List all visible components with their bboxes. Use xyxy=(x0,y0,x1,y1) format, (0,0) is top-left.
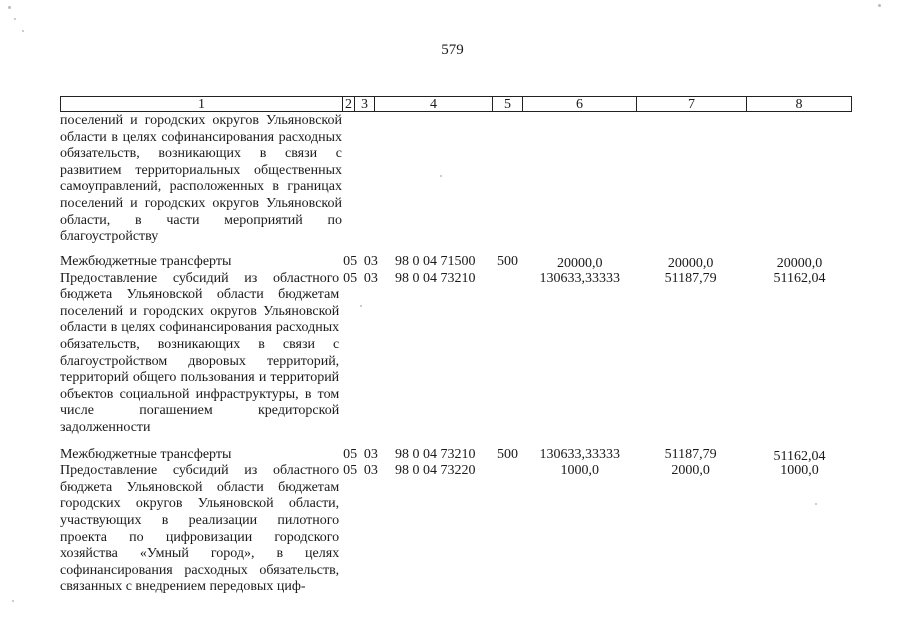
header-col-7: 7 xyxy=(637,97,747,111)
cell-amount-7: 2000,0 xyxy=(671,463,710,479)
cell-amount-8: 51162,04 xyxy=(773,270,826,286)
cell-section: 05 xyxy=(343,446,358,462)
page-number: 579 xyxy=(441,42,464,58)
cell-amount-6: 1000,0 xyxy=(560,463,600,479)
cell-section: 05 xyxy=(343,463,358,479)
row-description: Межбюджетные трансферты xyxy=(60,446,232,462)
scan-speck xyxy=(815,503,817,505)
cell-section: 05 xyxy=(343,254,358,269)
scan-speck xyxy=(22,30,24,32)
header-col-8: 8 xyxy=(795,97,803,112)
cell-subsection: 03 xyxy=(363,254,378,269)
table-row xyxy=(60,113,852,254)
row-description: Предоставление субсидий из областного бюджета Ульяновской области бюджетам поселений и городских округов Ульяновской области в целях софинансирования расходных обязательств, возникающих в связи с благоустройством дворовых территорий, территорий общего пользования и территорий объектов социальной инфраструктуры, в том числе погашением кредиторской задолженности xyxy=(60,270,340,435)
table-row xyxy=(60,271,852,447)
cell-amount-8: 20000,0 xyxy=(776,256,823,271)
row-description: поселений и городских округов Ульяновской области в целях софинансирования расходных обязательств, возникающих в связи с развитием территориальных общественных самоуправлений, расположенных в границах поселений и городских округов Ульяновской области, в части мероприятий по благоустройству xyxy=(60,113,342,245)
row-description: Межбюджетные трансферты xyxy=(60,254,232,269)
header-col-2: 2 xyxy=(343,97,355,111)
cell-expense-type: 500 xyxy=(496,254,518,269)
cell-amount-7: 20000,0 xyxy=(667,256,714,271)
scan-speck xyxy=(360,305,362,307)
cell-expense-type: 500 xyxy=(496,446,518,462)
cell-amount-7: 51187,79 xyxy=(664,270,717,286)
cell-amount-6: 20000,0 xyxy=(557,256,603,271)
cell-target-code: 98 0 04 73210 xyxy=(394,270,476,286)
scan-speck xyxy=(14,18,16,20)
row-description: Предоставление субсидий из областного бюджета Ульяновской области бюджетам городских округов Ульяновской области, участвующих в реализации пилотного проекта по цифровизации городского хозяйства «Умный город», в целях софинансирования расходных обязательств, связанных с внедрением передовых циф- xyxy=(60,463,340,595)
header-col-6: 6 xyxy=(523,97,637,111)
cell-amount-6: 130633,33333 xyxy=(539,446,621,462)
table-body xyxy=(60,113,852,596)
cell-amount-6: 130633,33333 xyxy=(539,270,621,286)
header-col-5: 5 xyxy=(493,97,523,111)
cell-amount-8: 51162,04 xyxy=(773,448,826,464)
cell-target-code: 98 0 04 71500 xyxy=(394,254,476,269)
cell-target-code: 98 0 04 73210 xyxy=(394,446,476,462)
cell-subsection: 03 xyxy=(363,463,378,479)
table-row xyxy=(60,463,852,596)
table-row xyxy=(60,254,852,271)
header-col-1: 1 xyxy=(61,97,343,111)
cell-section: 05 xyxy=(343,270,358,286)
cell-subsection: 03 xyxy=(363,446,378,462)
cell-amount-8: 1000,0 xyxy=(780,463,819,479)
cell-amount-7: 51187,79 xyxy=(664,446,717,462)
cell-target-code: 98 0 04 73220 xyxy=(394,463,476,479)
header-col-4: 4 xyxy=(375,97,493,111)
scan-speck xyxy=(440,175,442,177)
scan-speck xyxy=(12,600,14,602)
scan-speck xyxy=(8,6,11,9)
table-row xyxy=(60,447,852,464)
cell-subsection: 03 xyxy=(363,270,378,286)
scan-speck xyxy=(878,4,881,7)
header-col-3: 3 xyxy=(355,97,375,111)
table-header xyxy=(60,96,852,112)
